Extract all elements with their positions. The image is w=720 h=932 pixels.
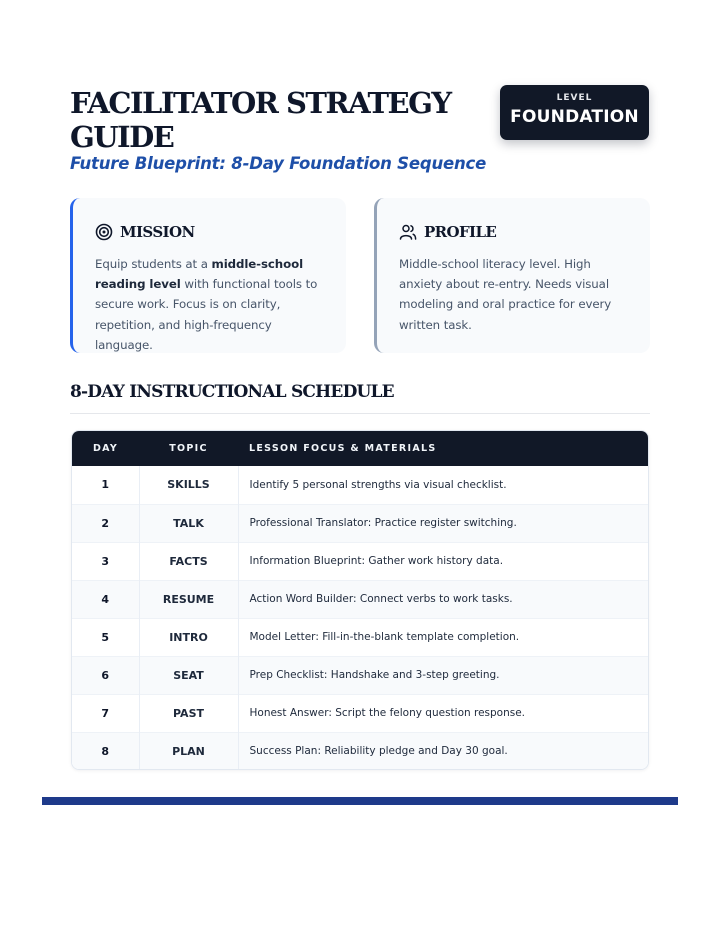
day-cell: 5: [72, 618, 139, 656]
topic-cell: SKILLS: [139, 466, 238, 504]
focus-cell: Professional Translator: Practice register switching.: [238, 504, 648, 542]
mission-text-rest: with functional tools to secure work. Focus is on clarity, repetition, and high-frequency language.: [95, 277, 318, 352]
day-cell: 3: [72, 542, 139, 580]
section-divider: [70, 413, 650, 414]
topic-cell: PLAN: [139, 732, 238, 770]
header-focus: LESSON FOCUS & MATERIALS: [238, 431, 648, 466]
users-icon: [399, 223, 417, 241]
profile-title: PROFILE: [424, 223, 497, 241]
level-label: LEVEL: [556, 93, 593, 103]
profile-card: [374, 198, 650, 353]
focus-cell: Model Letter: Fill-in-the-blank template completion.: [238, 618, 648, 656]
table-row: [72, 580, 648, 618]
focus-cell: Action Word Builder: Connect verbs to work tasks.: [238, 580, 648, 618]
schedule-table-body: [72, 466, 648, 770]
focus-cell: Honest Answer: Script the felony question response.: [238, 694, 648, 732]
profile-card-header: [399, 220, 630, 244]
table-row: [72, 466, 648, 504]
header-topic: TOPIC: [139, 431, 238, 466]
mission-title: MISSION: [120, 223, 195, 241]
page-title: FACILITATOR STRATEGY GUIDE: [70, 86, 451, 154]
focus-cell: Success Plan: Reliability pledge and Day 30 goal.: [238, 732, 648, 770]
day-cell: 2: [72, 504, 139, 542]
level-badge: [500, 85, 649, 140]
mission-card: [70, 198, 346, 353]
topic-cell: SEAT: [139, 656, 238, 694]
day-cell: 8: [72, 732, 139, 770]
profile-text: Middle-school literacy level. High anxiety about re-entry. Needs visual modeling and oral practice for every written task.: [399, 257, 612, 332]
table-row: [72, 618, 648, 656]
day-cell: 1: [72, 466, 139, 504]
topic-cell: TALK: [139, 504, 238, 542]
focus-cell: Prep Checklist: Handshake and 3-step greeting.: [238, 656, 648, 694]
topic-cell: PAST: [139, 694, 238, 732]
mission-text-intro: Equip students at a: [95, 257, 212, 271]
table-row: [72, 504, 648, 542]
schedule-table: [71, 430, 649, 770]
topic-cell: FACTS: [139, 542, 238, 580]
header-row: [72, 431, 648, 466]
day-cell: 7: [72, 694, 139, 732]
focus-cell: Identify 5 personal strengths via visual checklist.: [238, 466, 648, 504]
level-value: FOUNDATION: [510, 107, 639, 127]
mission-text: [95, 254, 326, 355]
table-row: [72, 542, 648, 580]
table-row: [72, 694, 648, 732]
schedule-table-head: [72, 431, 648, 466]
table-row: [72, 656, 648, 694]
schedule-table-grid: [72, 431, 648, 770]
mission-text-emphasis: middle-school reading level: [95, 257, 304, 292]
header-day: DAY: [72, 431, 139, 466]
page-header: [70, 86, 650, 186]
topic-cell: INTRO: [139, 618, 238, 656]
page-subtitle: Future Blueprint: 8-Day Foundation Sequence: [70, 154, 487, 173]
footer-bar: [42, 797, 678, 805]
focus-cell: Information Blueprint: Gather work history data.: [238, 542, 648, 580]
schedule-title: 8-DAY INSTRUCTIONAL SCHEDULE: [70, 382, 394, 402]
target-icon: [95, 223, 113, 241]
day-cell: 6: [72, 656, 139, 694]
table-row: [72, 732, 648, 770]
day-cell: 4: [72, 580, 139, 618]
topic-cell: RESUME: [139, 580, 238, 618]
mission-card-header: [95, 220, 326, 244]
